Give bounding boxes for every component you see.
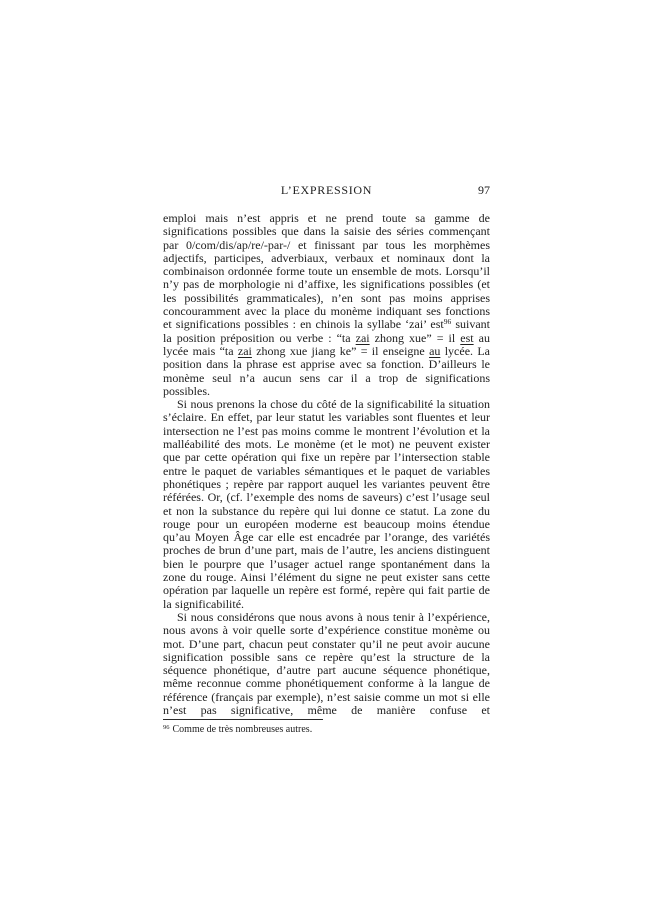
p1-text-run-3: zhong xue” = il (369, 330, 461, 345)
paragraph-3: Si nous considérons que nous avons à nous tenir à l’expérience, nous avons à voir quelle sorte d’expérience constitue monème ou mot. D’une part, chacun peut constater qu’il ne peut avoir aucune signification possible sans ce repère qu’est la structure de la séquence phonétique, d’autre part aucune séquence phonétique, même reconnue comme phonétiquement conforme à la langue de référence (français par exemple), n’est saisie comme un mot si elle n’est pas significative, même de manière confuse et (163, 609, 490, 717)
underlined-au: au (429, 343, 441, 358)
p1-text-run-1: emploi mais n’est appris et ne prend toute sa gamme de significations possibles que dans la saisie des séries commençant par 0/com/dis/ap/re/-par-/ et finissant par tous les morphèmes adjectifs, participes, adverbiaux, verbaux et nominaux dont la combinaison ordonnée forme toute un ensemble de mots. Lorsqu’il n’y pas de morphologie ni d’affixe, les significations possibles (et les possibilités grammaticales), n’en sont pas moins apprises concouramment avec la place du monème indiquant ses fonctions et significations possibles : en chinois la syllabe ‘zai’ est (163, 211, 490, 332)
p1-text-run-2: suivant la position préposition ou verbe : “ta (163, 317, 490, 345)
p1-text-run-4: au lycée mais “ta (163, 330, 490, 358)
footnote-area (163, 719, 490, 736)
body-text (163, 212, 490, 717)
running-title: L’EXPRESSION (280, 183, 373, 197)
footnote-rule (163, 719, 323, 720)
underlined-zai-1: zai (355, 330, 370, 345)
footnote (163, 724, 490, 736)
running-header (163, 183, 490, 198)
footnote-marker: 96 (163, 724, 170, 732)
underlined-est: est (460, 330, 474, 345)
page-number: 97 (478, 183, 490, 197)
footnote-text: Comme de très nombreuses autres. (172, 724, 313, 736)
paragraph-1 (163, 212, 490, 398)
paragraph-2: Si nous prenons la chose du côté de la significabilité la situation s’éclaire. En effet, par leur statut les variables sont fluentes et leur intersection ne l’est pas moins comme le montrent l’évolution et la malléabilité des mots. Le monème (et le mot) ne peuvent exister que par cette opération qui fixe un repère par l’intersection stable entre le paquet de variables sémantiques et le paquet de variables phonétiques ; repère par rapport auquel les variantes peuvent être référées. Or, (cf. l’exemple des noms de saveurs) c’est l’usage seul et non la substance du repère qui lui donne ce statut. La zone du rouge pour un européen moderne est beaucoup moins étendue qu’au Moyen Âge car elle est encadrée par l’orange, des variétés proches de brun d’une part, mais de l’autre, les anciens distinguent bien le pourpre que l’usager actuel range spontanément dans la zone du rouge. Ainsi l’élément du signe ne peut exister sans cette opération par laquelle un repère est formé, repère qui fait partie de la significabilité. (163, 397, 490, 611)
footnote-ref-96: 96 (443, 317, 452, 327)
p1-text-run-6: lycée. La position dans la phrase est apprise avec sa fonction. D’ailleurs le monème seul n’a aucun sens car il a trop de significations possibles. (163, 343, 490, 398)
p1-text-run-5: zhong xue jiang ke” = il enseigne (251, 343, 430, 358)
underlined-zai-2: zai (237, 343, 252, 358)
